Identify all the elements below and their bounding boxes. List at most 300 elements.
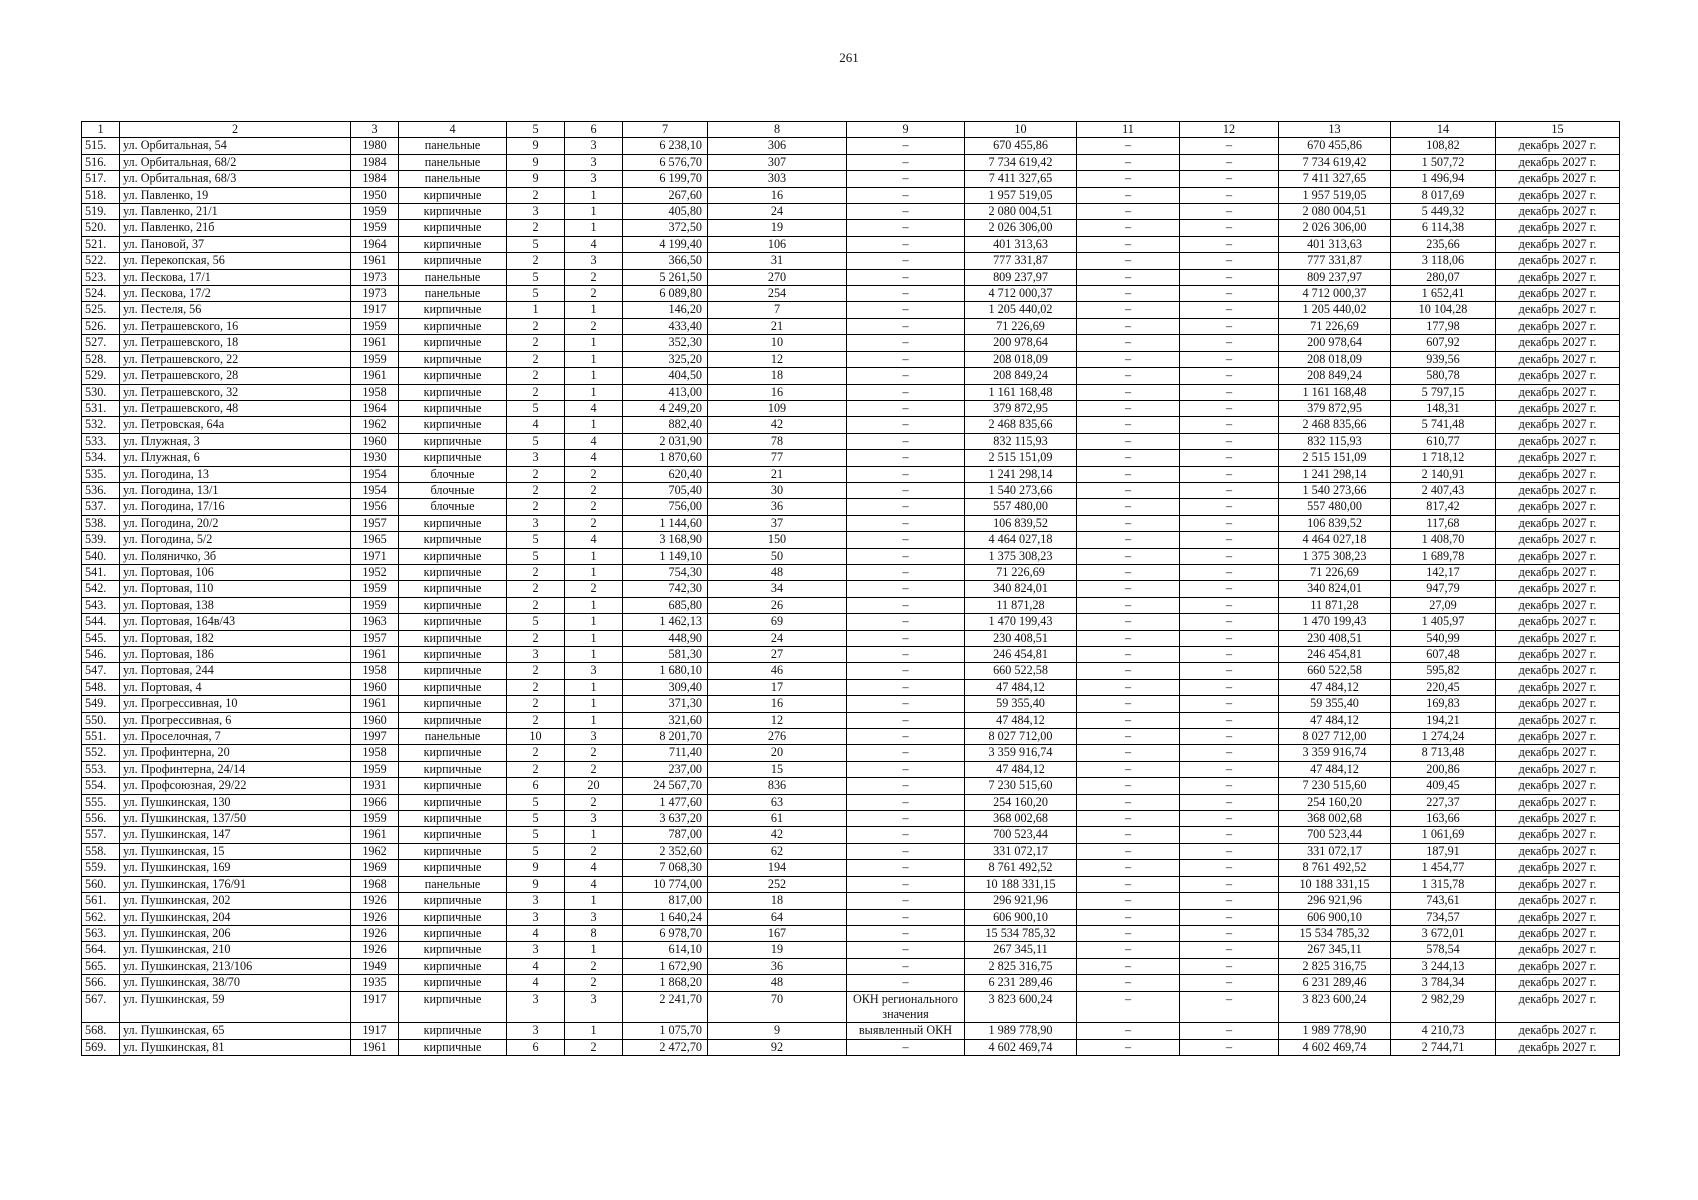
table-row <box>82 515 1620 531</box>
cell-col-11: – <box>1077 302 1180 318</box>
cell-col-13: 230 408,51 <box>1279 630 1391 646</box>
cell-col-2: ул. Петрашевского, 28 <box>120 368 351 384</box>
table-row <box>82 942 1620 958</box>
cell-col-8: 30 <box>708 482 847 498</box>
table-row <box>82 909 1620 925</box>
cell-col-12: – <box>1180 679 1279 695</box>
cell-col-9: выявленный ОКН <box>847 1023 965 1039</box>
cell-col-1: 539. <box>82 532 120 548</box>
cell-col-4: кирпичные <box>399 548 507 564</box>
cell-col-14: 177,98 <box>1391 318 1496 334</box>
cell-col-13: 1 957 519,05 <box>1279 187 1391 203</box>
column-header-7: 7 <box>623 122 708 138</box>
cell-col-2: ул. Прогрессивная, 10 <box>120 696 351 712</box>
cell-col-14: 734,57 <box>1391 909 1496 925</box>
cell-col-4: кирпичные <box>399 597 507 613</box>
cell-col-12: – <box>1180 400 1279 416</box>
cell-col-11: – <box>1077 647 1180 663</box>
cell-col-11: – <box>1077 138 1180 154</box>
table-row <box>82 647 1620 663</box>
cell-col-14: 169,83 <box>1391 696 1496 712</box>
cell-col-6: 4 <box>565 400 623 416</box>
table-row <box>82 548 1620 564</box>
cell-col-10: 660 522,58 <box>965 663 1077 679</box>
cell-col-15: декабрь 2027 г. <box>1496 335 1620 351</box>
cell-col-11: – <box>1077 433 1180 449</box>
cell-col-13: 700 523,44 <box>1279 827 1391 843</box>
cell-col-15: декабрь 2027 г. <box>1496 893 1620 909</box>
cell-col-4: кирпичные <box>399 991 507 1023</box>
cell-col-11: – <box>1077 318 1180 334</box>
cell-col-9: – <box>847 614 965 630</box>
cell-col-10: 340 824,01 <box>965 581 1077 597</box>
cell-col-5: 2 <box>507 335 565 351</box>
cell-col-10: 8 027 712,00 <box>965 729 1077 745</box>
cell-col-6: 2 <box>565 1039 623 1055</box>
cell-col-1: 567. <box>82 991 120 1023</box>
cell-col-11: – <box>1077 204 1180 220</box>
table-row <box>82 138 1620 154</box>
cell-col-15: декабрь 2027 г. <box>1496 171 1620 187</box>
cell-col-11: – <box>1077 154 1180 170</box>
cell-col-1: 536. <box>82 482 120 498</box>
cell-col-4: кирпичные <box>399 581 507 597</box>
cell-col-8: 194 <box>708 860 847 876</box>
cell-col-1: 528. <box>82 351 120 367</box>
column-header-4: 4 <box>399 122 507 138</box>
cell-col-3: 1949 <box>351 958 399 974</box>
cell-col-4: кирпичные <box>399 614 507 630</box>
cell-col-10: 1 470 199,43 <box>965 614 1077 630</box>
cell-col-4: панельные <box>399 138 507 154</box>
cell-col-11: – <box>1077 679 1180 695</box>
cell-col-10: 7 734 619,42 <box>965 154 1077 170</box>
cell-col-9: – <box>847 286 965 302</box>
cell-col-4: кирпичные <box>399 679 507 695</box>
cell-col-8: 12 <box>708 712 847 728</box>
cell-col-2: ул. Пушкинская, 210 <box>120 942 351 958</box>
cell-col-9: – <box>847 630 965 646</box>
table-row <box>82 318 1620 334</box>
cell-col-5: 3 <box>507 1023 565 1039</box>
cell-col-14: 3 244,13 <box>1391 958 1496 974</box>
cell-col-1: 551. <box>82 729 120 745</box>
cell-col-6: 3 <box>565 811 623 827</box>
cell-col-15: декабрь 2027 г. <box>1496 761 1620 777</box>
cell-col-13: 8 027 712,00 <box>1279 729 1391 745</box>
cell-col-3: 1962 <box>351 843 399 859</box>
cell-col-7: 8 201,70 <box>623 729 708 745</box>
cell-col-10: 8 761 492,52 <box>965 860 1077 876</box>
table-row <box>82 220 1620 236</box>
cell-col-11: – <box>1077 220 1180 236</box>
table-row <box>82 925 1620 941</box>
cell-col-12: – <box>1180 220 1279 236</box>
table-row <box>82 860 1620 876</box>
cell-col-13: 2 026 306,00 <box>1279 220 1391 236</box>
cell-col-13: 4 602 469,74 <box>1279 1039 1391 1055</box>
cell-col-7: 754,30 <box>623 564 708 580</box>
cell-col-9: – <box>847 647 965 663</box>
cell-col-10: 368 002,68 <box>965 811 1077 827</box>
cell-col-2: ул. Проселочная, 7 <box>120 729 351 745</box>
cell-col-15: декабрь 2027 г. <box>1496 925 1620 941</box>
cell-col-4: кирпичные <box>399 335 507 351</box>
column-header-14: 14 <box>1391 122 1496 138</box>
cell-col-8: 69 <box>708 614 847 630</box>
cell-col-5: 5 <box>507 400 565 416</box>
cell-col-10: 246 454,81 <box>965 647 1077 663</box>
cell-col-8: 62 <box>708 843 847 859</box>
cell-col-4: кирпичные <box>399 778 507 794</box>
cell-col-5: 2 <box>507 220 565 236</box>
cell-col-1: 523. <box>82 269 120 285</box>
cell-col-9: – <box>847 187 965 203</box>
cell-col-13: 2 080 004,51 <box>1279 204 1391 220</box>
cell-col-4: блочные <box>399 482 507 498</box>
cell-col-8: 19 <box>708 942 847 958</box>
cell-col-4: панельные <box>399 171 507 187</box>
cell-col-14: 1 507,72 <box>1391 154 1496 170</box>
cell-col-1: 547. <box>82 663 120 679</box>
cell-col-15: декабрь 2027 г. <box>1496 745 1620 761</box>
cell-col-7: 7 068,30 <box>623 860 708 876</box>
cell-col-12: – <box>1180 958 1279 974</box>
cell-col-6: 3 <box>565 991 623 1023</box>
table-row <box>82 368 1620 384</box>
cell-col-11: – <box>1077 532 1180 548</box>
cell-col-3: 1984 <box>351 171 399 187</box>
cell-col-13: 3 359 916,74 <box>1279 745 1391 761</box>
cell-col-14: 117,68 <box>1391 515 1496 531</box>
cell-col-15: декабрь 2027 г. <box>1496 876 1620 892</box>
cell-col-11: – <box>1077 597 1180 613</box>
cell-col-11: – <box>1077 499 1180 515</box>
cell-col-12: – <box>1180 745 1279 761</box>
table-row <box>82 712 1620 728</box>
cell-col-6: 1 <box>565 696 623 712</box>
cell-col-2: ул. Портовая, 186 <box>120 647 351 663</box>
cell-col-14: 163,66 <box>1391 811 1496 827</box>
cell-col-7: 146,20 <box>623 302 708 318</box>
cell-col-7: 787,00 <box>623 827 708 843</box>
cell-col-6: 2 <box>565 318 623 334</box>
cell-col-7: 1 672,90 <box>623 958 708 974</box>
cell-col-2: ул. Пушкинская, 169 <box>120 860 351 876</box>
table-row <box>82 597 1620 613</box>
cell-col-12: – <box>1180 384 1279 400</box>
cell-col-8: 70 <box>708 991 847 1023</box>
cell-col-9: – <box>847 843 965 859</box>
cell-col-12: – <box>1180 925 1279 941</box>
cell-col-10: 1 161 168,48 <box>965 384 1077 400</box>
cell-col-7: 371,30 <box>623 696 708 712</box>
cell-col-12: – <box>1180 286 1279 302</box>
cell-col-3: 1969 <box>351 860 399 876</box>
cell-col-13: 254 160,20 <box>1279 794 1391 810</box>
cell-col-9: – <box>847 335 965 351</box>
cell-col-14: 1 315,78 <box>1391 876 1496 892</box>
cell-col-8: 167 <box>708 925 847 941</box>
cell-col-5: 2 <box>507 466 565 482</box>
cell-col-4: кирпичные <box>399 187 507 203</box>
cell-col-7: 2 031,90 <box>623 433 708 449</box>
cell-col-7: 352,30 <box>623 335 708 351</box>
cell-col-1: 538. <box>82 515 120 531</box>
cell-col-7: 6 089,80 <box>623 286 708 302</box>
cell-col-7: 756,00 <box>623 499 708 515</box>
cell-col-4: кирпичные <box>399 975 507 991</box>
cell-col-2: ул. Портовая, 4 <box>120 679 351 695</box>
cell-col-8: 64 <box>708 909 847 925</box>
cell-col-1: 548. <box>82 679 120 695</box>
cell-col-7: 1 075,70 <box>623 1023 708 1039</box>
cell-col-2: ул. Пушкинская, 202 <box>120 893 351 909</box>
cell-col-4: кирпичные <box>399 712 507 728</box>
cell-col-9: – <box>847 499 965 515</box>
cell-col-10: 47 484,12 <box>965 761 1077 777</box>
cell-col-9: – <box>847 712 965 728</box>
cell-col-8: 15 <box>708 761 847 777</box>
cell-col-2: ул. Погодина, 13/1 <box>120 482 351 498</box>
cell-col-12: – <box>1180 417 1279 433</box>
cell-col-3: 1962 <box>351 417 399 433</box>
column-header-10: 10 <box>965 122 1077 138</box>
cell-col-2: ул. Пескова, 17/2 <box>120 286 351 302</box>
cell-col-3: 1960 <box>351 433 399 449</box>
cell-col-11: – <box>1077 663 1180 679</box>
cell-col-6: 2 <box>565 515 623 531</box>
table-row <box>82 499 1620 515</box>
cell-col-14: 578,54 <box>1391 942 1496 958</box>
table-row <box>82 482 1620 498</box>
cell-col-2: ул. Профсоюзная, 29/22 <box>120 778 351 794</box>
cell-col-6: 2 <box>565 466 623 482</box>
cell-col-3: 1961 <box>351 335 399 351</box>
cell-col-3: 1931 <box>351 778 399 794</box>
cell-col-11: – <box>1077 876 1180 892</box>
cell-col-6: 1 <box>565 647 623 663</box>
cell-col-3: 1960 <box>351 679 399 695</box>
cell-col-10: 401 313,63 <box>965 236 1077 252</box>
cell-col-8: 16 <box>708 696 847 712</box>
cell-col-15: декабрь 2027 г. <box>1496 778 1620 794</box>
page-number: 261 <box>839 50 859 65</box>
cell-col-1: 517. <box>82 171 120 187</box>
cell-col-9: – <box>847 925 965 941</box>
cell-col-4: кирпичные <box>399 433 507 449</box>
cell-col-13: 7 734 619,42 <box>1279 154 1391 170</box>
table-row <box>82 729 1620 745</box>
cell-col-5: 5 <box>507 827 565 843</box>
cell-col-11: – <box>1077 761 1180 777</box>
cell-col-6: 3 <box>565 253 623 269</box>
cell-col-1: 522. <box>82 253 120 269</box>
cell-col-7: 1 477,60 <box>623 794 708 810</box>
cell-col-11: – <box>1077 581 1180 597</box>
table-row <box>82 663 1620 679</box>
cell-col-11: – <box>1077 548 1180 564</box>
cell-col-11: – <box>1077 417 1180 433</box>
cell-col-12: – <box>1180 729 1279 745</box>
column-header-3: 3 <box>351 122 399 138</box>
cell-col-1: 553. <box>82 761 120 777</box>
cell-col-15: декабрь 2027 г. <box>1496 499 1620 515</box>
cell-col-12: – <box>1180 318 1279 334</box>
cell-col-1: 534. <box>82 450 120 466</box>
cell-col-13: 106 839,52 <box>1279 515 1391 531</box>
cell-col-6: 3 <box>565 138 623 154</box>
cell-col-6: 3 <box>565 663 623 679</box>
cell-col-10: 71 226,69 <box>965 318 1077 334</box>
cell-col-14: 8 017,69 <box>1391 187 1496 203</box>
table-row <box>82 400 1620 416</box>
cell-col-13: 1 470 199,43 <box>1279 614 1391 630</box>
cell-col-1: 540. <box>82 548 120 564</box>
cell-col-14: 4 210,73 <box>1391 1023 1496 1039</box>
cell-col-7: 1 462,13 <box>623 614 708 630</box>
cell-col-14: 227,37 <box>1391 794 1496 810</box>
cell-col-15: декабрь 2027 г. <box>1496 1023 1620 1039</box>
cell-col-8: 7 <box>708 302 847 318</box>
cell-col-13: 6 231 289,46 <box>1279 975 1391 991</box>
cell-col-11: – <box>1077 351 1180 367</box>
cell-col-3: 1961 <box>351 253 399 269</box>
cell-col-7: 413,00 <box>623 384 708 400</box>
cell-col-14: 5 797,15 <box>1391 384 1496 400</box>
cell-col-6: 1 <box>565 302 623 318</box>
cell-col-4: кирпичные <box>399 400 507 416</box>
cell-col-1: 531. <box>82 400 120 416</box>
cell-col-10: 606 900,10 <box>965 909 1077 925</box>
cell-col-10: 11 871,28 <box>965 597 1077 613</box>
housing-register-table <box>81 121 1620 1056</box>
cell-col-14: 817,42 <box>1391 499 1496 515</box>
cell-col-3: 1959 <box>351 811 399 827</box>
cell-col-13: 246 454,81 <box>1279 647 1391 663</box>
cell-col-8: 77 <box>708 450 847 466</box>
cell-col-12: – <box>1180 269 1279 285</box>
cell-col-11: – <box>1077 925 1180 941</box>
cell-col-15: декабрь 2027 г. <box>1496 696 1620 712</box>
cell-col-14: 280,07 <box>1391 269 1496 285</box>
cell-col-1: 556. <box>82 811 120 827</box>
cell-col-9: – <box>847 302 965 318</box>
cell-col-14: 409,45 <box>1391 778 1496 794</box>
cell-col-4: панельные <box>399 286 507 302</box>
cell-col-3: 1926 <box>351 909 399 925</box>
cell-col-1: 568. <box>82 1023 120 1039</box>
cell-col-4: панельные <box>399 154 507 170</box>
table-row <box>82 958 1620 974</box>
table-row <box>82 351 1620 367</box>
cell-col-5: 5 <box>507 794 565 810</box>
cell-col-3: 1959 <box>351 581 399 597</box>
column-header-13: 13 <box>1279 122 1391 138</box>
cell-col-2: ул. Перекопская, 56 <box>120 253 351 269</box>
cell-col-7: 6 199,70 <box>623 171 708 187</box>
table-row <box>82 745 1620 761</box>
cell-col-5: 3 <box>507 893 565 909</box>
cell-col-9: – <box>847 417 965 433</box>
cell-col-5: 3 <box>507 647 565 663</box>
cell-col-5: 9 <box>507 154 565 170</box>
cell-col-13: 1 161 168,48 <box>1279 384 1391 400</box>
cell-col-4: кирпичные <box>399 368 507 384</box>
cell-col-3: 1926 <box>351 925 399 941</box>
cell-col-2: ул. Поляничко, 3б <box>120 548 351 564</box>
cell-col-8: 42 <box>708 417 847 433</box>
cell-col-14: 1 454,77 <box>1391 860 1496 876</box>
cell-col-2: ул. Пушкинская, 176/91 <box>120 876 351 892</box>
cell-col-14: 743,61 <box>1391 893 1496 909</box>
cell-col-12: – <box>1180 335 1279 351</box>
cell-col-15: декабрь 2027 г. <box>1496 269 1620 285</box>
table-row <box>82 843 1620 859</box>
cell-col-10: 2 026 306,00 <box>965 220 1077 236</box>
cell-col-14: 2 744,71 <box>1391 1039 1496 1055</box>
cell-col-12: – <box>1180 1039 1279 1055</box>
cell-col-8: 36 <box>708 499 847 515</box>
cell-col-9: – <box>847 318 965 334</box>
cell-col-12: – <box>1180 761 1279 777</box>
cell-col-14: 6 114,38 <box>1391 220 1496 236</box>
cell-col-9: – <box>847 253 965 269</box>
cell-col-2: ул. Павленко, 21/1 <box>120 204 351 220</box>
cell-col-2: ул. Петрашевского, 32 <box>120 384 351 400</box>
cell-col-1: 544. <box>82 614 120 630</box>
table-row <box>82 1039 1620 1055</box>
cell-col-3: 1964 <box>351 400 399 416</box>
cell-col-7: 1 868,20 <box>623 975 708 991</box>
cell-col-7: 5 261,50 <box>623 269 708 285</box>
cell-col-3: 1961 <box>351 647 399 663</box>
cell-col-1: 560. <box>82 876 120 892</box>
cell-col-11: – <box>1077 1039 1180 1055</box>
cell-col-6: 4 <box>565 236 623 252</box>
cell-col-12: – <box>1180 1023 1279 1039</box>
cell-col-15: декабрь 2027 г. <box>1496 138 1620 154</box>
cell-col-2: ул. Павленко, 21б <box>120 220 351 236</box>
cell-col-4: кирпичные <box>399 318 507 334</box>
cell-col-6: 20 <box>565 778 623 794</box>
cell-col-7: 24 567,70 <box>623 778 708 794</box>
cell-col-5: 2 <box>507 745 565 761</box>
cell-col-7: 711,40 <box>623 745 708 761</box>
cell-col-10: 208 849,24 <box>965 368 1077 384</box>
cell-col-4: кирпичные <box>399 794 507 810</box>
cell-col-15: декабрь 2027 г. <box>1496 958 1620 974</box>
cell-col-13: 670 455,86 <box>1279 138 1391 154</box>
cell-col-6: 1 <box>565 204 623 220</box>
cell-col-2: ул. Профинтерна, 20 <box>120 745 351 761</box>
cell-col-14: 235,66 <box>1391 236 1496 252</box>
cell-col-2: ул. Плужная, 6 <box>120 450 351 466</box>
cell-col-8: 92 <box>708 1039 847 1055</box>
cell-col-3: 1958 <box>351 663 399 679</box>
cell-col-2: ул. Портовая, 164в/43 <box>120 614 351 630</box>
column-header-15: 15 <box>1496 122 1620 138</box>
cell-col-11: – <box>1077 1023 1180 1039</box>
cell-col-15: декабрь 2027 г. <box>1496 204 1620 220</box>
cell-col-13: 47 484,12 <box>1279 679 1391 695</box>
cell-col-11: – <box>1077 269 1180 285</box>
cell-col-5: 3 <box>507 450 565 466</box>
cell-col-13: 3 823 600,24 <box>1279 991 1391 1023</box>
cell-col-14: 2 140,91 <box>1391 466 1496 482</box>
cell-col-14: 5 741,48 <box>1391 417 1496 433</box>
cell-col-14: 194,21 <box>1391 712 1496 728</box>
